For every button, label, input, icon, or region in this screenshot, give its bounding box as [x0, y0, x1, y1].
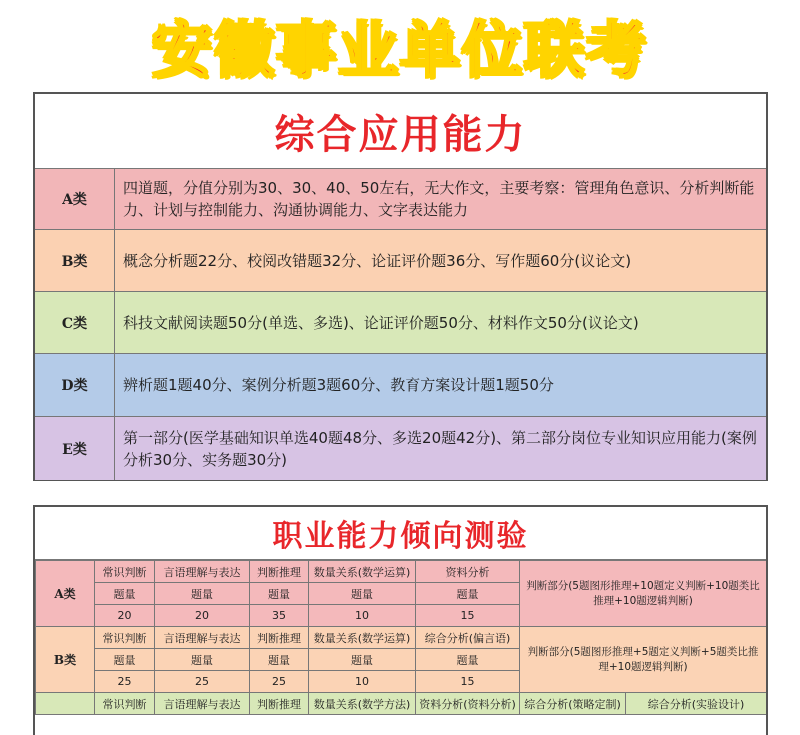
category-description: 辨析题1题40分、案例分析题3题60分、教育方案设计题1题50分	[123, 376, 554, 394]
section1-title: 综合应用能力	[35, 94, 766, 169]
count-label: 题量	[309, 649, 416, 671]
judgment-note: 判断部分(5题图形推理+5题定义判断+5题类比推理+10题逻辑判断)	[520, 627, 767, 693]
column-header: 综合分析(策略定制)	[520, 693, 626, 715]
count-label: 题量	[416, 583, 520, 605]
category-description: 概念分析题22分、校阅改错题32分、论证评价题36分、写作题60分(议论文)	[123, 251, 632, 270]
category-description: 四道题，分值分别为30、30、40、50左右，无大作文，主要考察：管理角色意识、分析判断能力、计划与控制能力、沟通协调能力、文字表达能力	[123, 179, 755, 219]
count-label: 题量	[95, 583, 155, 605]
column-header: 资料分析	[416, 561, 520, 583]
column-header: 数量关系(数学运算)	[309, 627, 416, 649]
category-label: D类	[35, 354, 115, 416]
count-value: 25	[95, 671, 155, 693]
count-value: 20	[95, 605, 155, 627]
section2-title: 职业能力倾向测验	[35, 507, 766, 560]
count-value: 15	[416, 605, 520, 627]
count-value: 15	[416, 671, 520, 693]
column-header: 判断推理	[250, 627, 309, 649]
count-label: 题量	[250, 583, 309, 605]
category-row-d	[35, 354, 766, 417]
count-label: 题量	[95, 649, 155, 671]
category-label	[36, 693, 95, 715]
category-label: A类	[36, 561, 95, 627]
count-value: 25	[155, 671, 250, 693]
category-label: B类	[35, 230, 115, 291]
category-label: C类	[35, 292, 115, 353]
aptitude-grid	[35, 560, 767, 715]
column-header: 综合分析(实验设计)	[626, 693, 767, 715]
column-header: 常识判断	[95, 693, 155, 715]
count-value: 10	[309, 605, 416, 627]
count-value: 10	[309, 671, 416, 693]
count-value: 20	[155, 605, 250, 627]
count-value: 35	[250, 605, 309, 627]
category-row-a	[35, 169, 766, 230]
column-header: 综合分析(偏言语)	[416, 627, 520, 649]
column-header: 数量关系(数学运算)	[309, 561, 416, 583]
category-c-header-row	[36, 693, 767, 715]
column-header: 言语理解与表达	[155, 627, 250, 649]
judgment-note: 判断部分(5题图形推理+10题定义判断+10题类比推理+10题逻辑判断)	[520, 561, 767, 627]
count-label: 题量	[416, 649, 520, 671]
column-header: 资料分析(资料分析)	[416, 693, 520, 715]
column-header: 数量关系(数学方法)	[309, 693, 416, 715]
count-label: 题量	[155, 649, 250, 671]
column-header: 言语理解与表达	[155, 561, 250, 583]
category-description: 第一部分(医学基础知识单选40题48分、多选20题42分)、第二部分岗位专业知识应用能力(案例分析30分、实务题30分)	[123, 428, 757, 469]
category-row-b	[35, 230, 766, 292]
main-title: 安徽事业单位联考	[152, 16, 648, 86]
column-header: 常识判断	[95, 561, 155, 583]
count-value: 25	[250, 671, 309, 693]
category-row-e	[35, 417, 766, 480]
column-header: 常识判断	[95, 627, 155, 649]
category-a-header-row	[36, 561, 767, 583]
category-label: B类	[36, 627, 95, 693]
category-b-header-row	[36, 627, 767, 649]
count-label: 题量	[309, 583, 416, 605]
aptitude-test-table	[33, 505, 768, 735]
count-label: 题量	[155, 583, 250, 605]
column-header: 判断推理	[250, 693, 309, 715]
category-description: 科技文献阅读题50分(单选、多选)、论证评价题50分、材料作文50分(议论文)	[123, 313, 639, 332]
comprehensive-ability-table	[33, 92, 768, 481]
column-header: 言语理解与表达	[155, 693, 250, 715]
column-header: 判断推理	[250, 561, 309, 583]
count-label: 题量	[250, 649, 309, 671]
category-label: A类	[35, 169, 115, 229]
category-label: E类	[35, 417, 115, 480]
category-row-c	[35, 292, 766, 354]
